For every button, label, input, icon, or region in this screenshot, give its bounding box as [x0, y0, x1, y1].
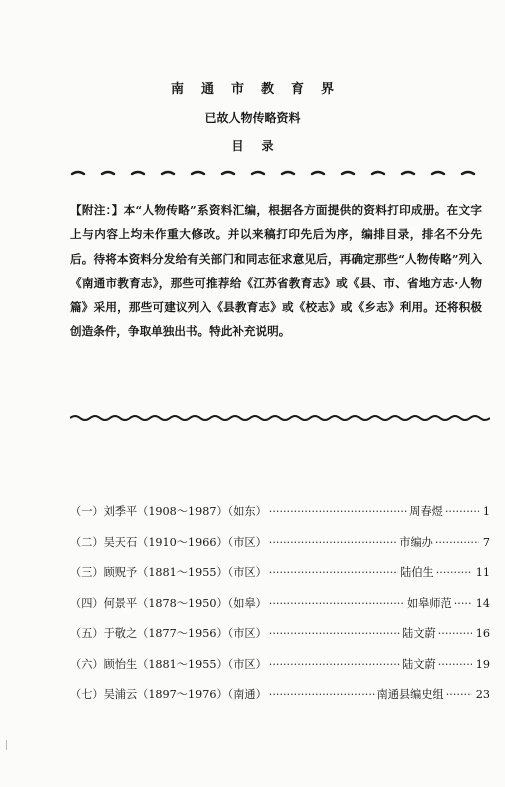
contents-heading: 目录	[231, 139, 292, 153]
toc-entry	[70, 503, 490, 534]
toc-leader-dots	[269, 505, 408, 518]
toc-page-number: 23	[475, 688, 490, 701]
toc-page-number: 1	[482, 505, 490, 518]
toc-entry-author: 周春煜	[409, 505, 443, 518]
toc-leader-dots	[454, 597, 472, 610]
toc-entry-author: 陆文蔚	[402, 627, 436, 640]
toc-leader-dots	[446, 688, 472, 701]
wavy-divider-bottom	[70, 410, 490, 426]
toc-leader-dots	[438, 658, 472, 671]
toc-leader-dots	[436, 566, 472, 579]
toc-entry	[70, 534, 490, 565]
toc-entry-label: （四）何景平（1878～1950）（如皋）	[70, 596, 267, 610]
toc-entry-author: 陆文蔚	[402, 657, 436, 671]
editorial-note: 【附注：】本“人物传略”系资料汇编，根据各方面提供的资料打印成册。在文字上与内容上均未作重大修改。并以来稿打印先后为序，编排目录，排名不分先后。待将本资料分发给有关部门和同志征求意见后，再确定那些“人物传略”列入《南通市教育志》，那些可推荐给《江苏省教育志》或《县、市、省地方志·人物篇》采用，那些可建议列入《县教育志》或《校志》或《乡志》利用。还将积极创造条件，争取单独出书。特此补充说明。	[70, 203, 482, 339]
scan-margin-mark	[6, 740, 9, 750]
toc-leader-dots	[269, 688, 375, 701]
wavy-divider-top	[70, 164, 482, 182]
toc-entry-label: （七）吴浦云（1897～1976）（南通）	[70, 688, 267, 701]
toc-entry	[70, 595, 490, 626]
toc-page-number: 11	[475, 566, 490, 579]
page-title: 南通市教育界	[170, 82, 351, 97]
toc-page-number: 7	[482, 535, 490, 549]
toc-leader-dots	[269, 597, 405, 610]
toc-page-number: 19	[475, 657, 490, 671]
toc-entry-author: 市编办	[399, 535, 433, 549]
table-of-contents	[70, 503, 490, 717]
toc-entry-label: （五）于敬之（1877～1956）（市区）	[70, 627, 267, 640]
toc-page-number: 14	[475, 596, 490, 610]
toc-leader-dots	[435, 536, 479, 549]
toc-entry-author: 陆伯生	[400, 566, 434, 579]
toc-entry	[70, 625, 490, 656]
toc-leader-dots	[269, 658, 400, 671]
page-subtitle: 已故人物传略资料	[204, 111, 301, 125]
toc-entry-label: （一）刘季平（1908～1987）（如东）	[70, 505, 267, 518]
toc-entry-label: （三）顾贶予（1881～1955）（市区）	[70, 566, 267, 579]
toc-entry-label: （二）吴天石（1910～1966）（市区）	[70, 535, 267, 549]
toc-leader-dots	[438, 627, 472, 640]
toc-entry	[70, 686, 490, 717]
toc-leader-dots	[269, 536, 398, 549]
toc-page-number: 16	[475, 627, 490, 640]
toc-leader-dots	[445, 505, 479, 518]
toc-entry	[70, 656, 490, 687]
toc-entry-author: 南通县编史组	[376, 688, 444, 701]
toc-entry-author: 如皋师范	[406, 596, 452, 610]
toc-entry	[70, 564, 490, 595]
toc-entry-label: （六）顾怡生（1881～1955）（市区）	[70, 657, 267, 671]
toc-leader-dots	[269, 627, 400, 640]
toc-leader-dots	[269, 566, 398, 579]
